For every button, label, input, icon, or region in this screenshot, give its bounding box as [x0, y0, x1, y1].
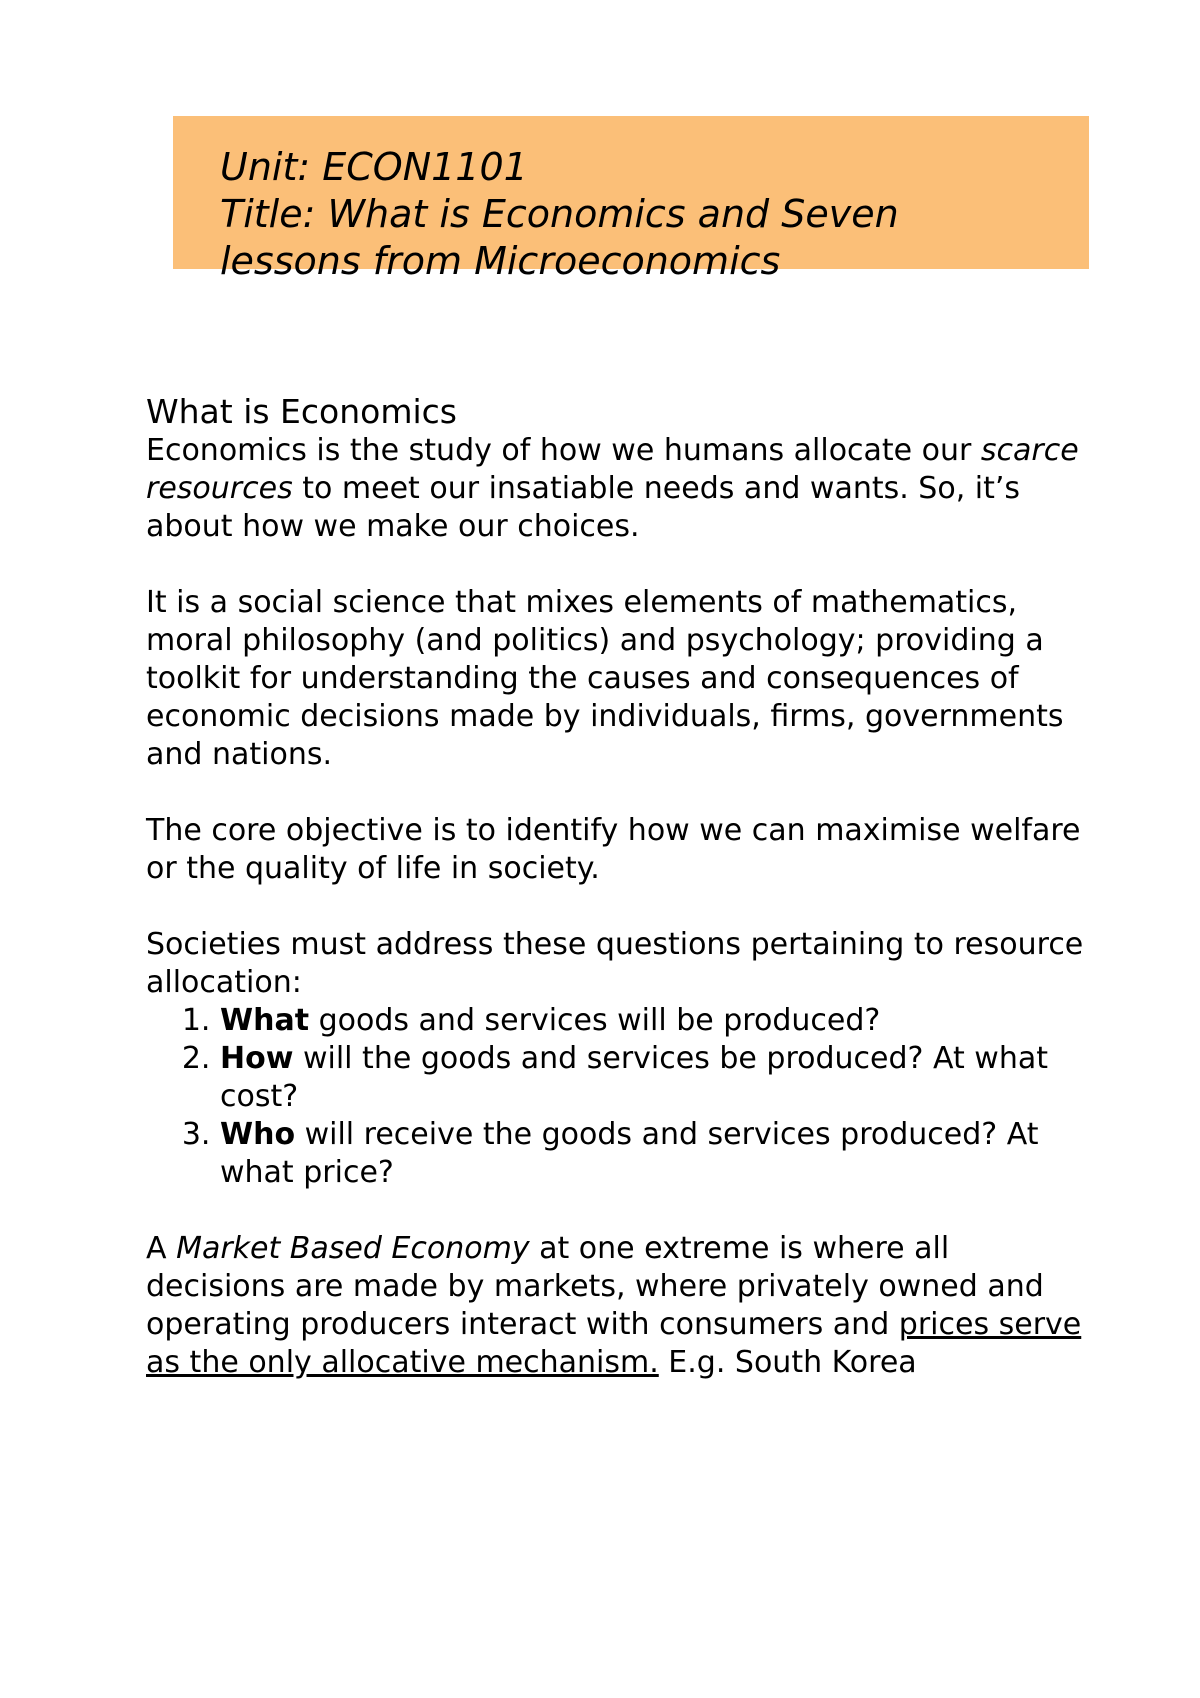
market-text-start: A — [146, 1231, 177, 1266]
market-economy-emphasis: Market Based Economy — [176, 1231, 530, 1266]
title-block — [220, 144, 1120, 285]
definition-text-end: to meet our insatiable needs and wants. So, it’s about how we make our choices. — [146, 471, 1021, 544]
title-line-1: Title: What is Economics and Seven — [220, 192, 899, 236]
question-text: goods and services will be produced? — [309, 1003, 881, 1038]
definition-paragraph — [146, 432, 1086, 546]
question-keyword: How — [220, 1041, 294, 1076]
list-item — [220, 1002, 1086, 1040]
unit-line: Unit: ECON1101 — [220, 145, 528, 189]
market-text-end: E.g. South Korea — [658, 1345, 917, 1380]
core-objective-paragraph: The core objective is to identify how we can maximise welfare or the quality of life in society. — [146, 813, 1081, 886]
question-keyword: Who — [220, 1117, 296, 1152]
allocative-mechanism-underlined: prices serve as the only allocative mechanism. — [146, 1307, 1082, 1380]
scarce-resources-emphasis: scarce resources — [146, 433, 1079, 506]
question-text: will receive the goods and services produced? At what price? — [220, 1117, 1039, 1190]
questions-intro-paragraph: Societies must address these questions pertaining to resource allocation: — [146, 927, 1084, 1000]
definition-text-start: Economics is the study of how we humans allocate our — [146, 433, 981, 468]
document-body — [146, 392, 1086, 1420]
market-text-middle: at one extreme is where all decisions are made by markets, where privately owned and operating producers interact with consumers and — [146, 1231, 1044, 1342]
section-heading: What is Economics — [146, 392, 457, 431]
list-item — [220, 1116, 1086, 1192]
list-item — [220, 1040, 1086, 1116]
title-line-2: lessons from Microeconomics — [220, 239, 781, 283]
social-science-paragraph: It is a social science that mixes elements of mathematics, moral philosophy (and politics) and psychology; providing a toolkit for understanding the causes and consequences of economic decisions made by individuals, firms, governments and nations. — [146, 585, 1064, 772]
market-economy-paragraph — [146, 1230, 1086, 1382]
question-keyword: What — [220, 1003, 310, 1038]
question-text: will the goods and services be produced? At what cost? — [220, 1041, 1048, 1114]
questions-list — [146, 1002, 1086, 1192]
